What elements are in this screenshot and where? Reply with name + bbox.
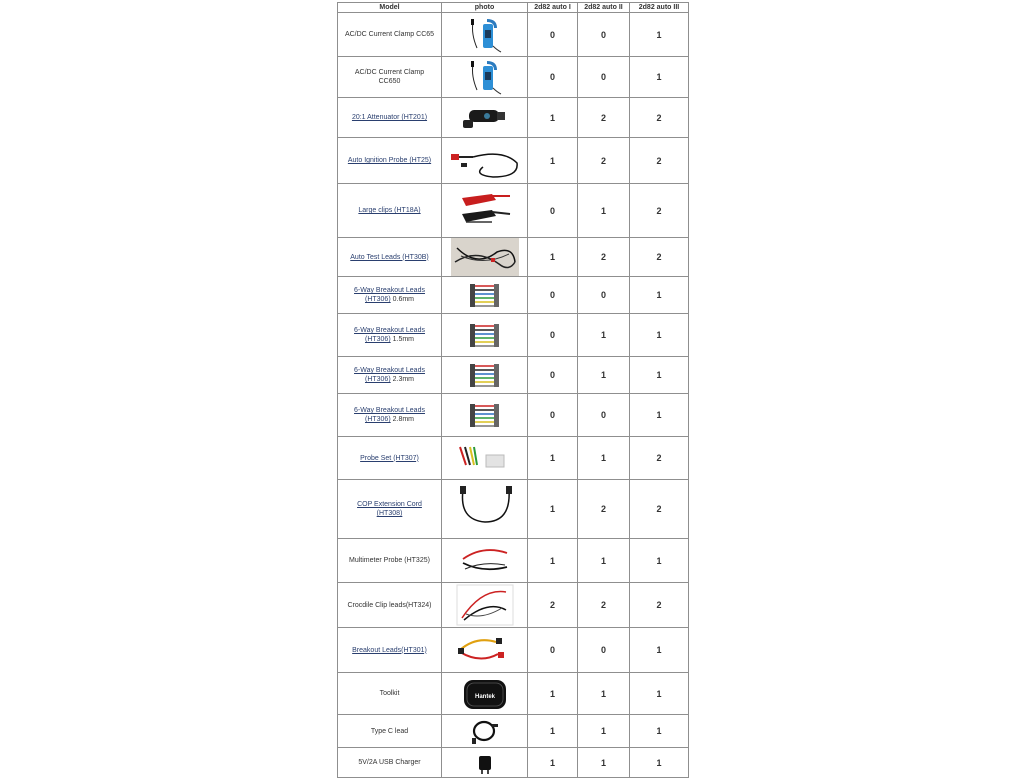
count-cell-auto-2: 1 xyxy=(578,539,630,583)
count-cell-auto-2: 0 xyxy=(578,628,630,673)
photo-cell xyxy=(442,715,528,748)
count-cell-auto-3: 2 xyxy=(630,184,689,238)
model-label: AC/DC Current Clamp CC650 xyxy=(354,69,425,85)
count-cell-auto-2: 2 xyxy=(578,480,630,539)
count-cell-auto-1: 0 xyxy=(528,184,578,238)
model-link[interactable]: Auto Test Leads (HT30B) xyxy=(350,253,429,261)
count-cell-auto-3: 2 xyxy=(630,480,689,539)
large-clips-icon xyxy=(442,188,527,234)
photo-cell xyxy=(442,748,528,778)
photo-cell xyxy=(442,57,528,98)
count-cell-auto-1: 1 xyxy=(528,715,578,748)
table-row xyxy=(338,57,689,98)
model-label: Crocdile Clip leads(HT324) xyxy=(347,601,432,609)
probe-set-icon xyxy=(442,443,527,473)
count-cell-auto-1: 0 xyxy=(528,277,578,314)
model-link[interactable]: 6-Way Breakout Leads (HT306) xyxy=(354,287,425,303)
photo-cell xyxy=(442,357,528,394)
usb-charger-icon xyxy=(442,752,527,774)
model-link[interactable]: 6-Way Breakout Leads (HT306) xyxy=(354,327,425,343)
model-cell[interactable] xyxy=(338,357,442,394)
photo-cell xyxy=(442,539,528,583)
count-cell-auto-1: 1 xyxy=(528,480,578,539)
table-row xyxy=(338,314,689,357)
photo-cell xyxy=(442,314,528,357)
count-cell-auto-1: 0 xyxy=(528,13,578,57)
header-auto-3: 2d82 auto III xyxy=(630,3,689,13)
header-auto-2: 2d82 auto II xyxy=(578,3,630,13)
count-cell-auto-3: 1 xyxy=(630,277,689,314)
model-cell[interactable] xyxy=(338,628,442,673)
model-label: Multimeter Probe (HT325) xyxy=(349,557,430,564)
extension-cord-icon xyxy=(442,484,527,534)
count-cell-auto-3: 2 xyxy=(630,138,689,184)
model-link[interactable]: Breakout Leads(HT301) xyxy=(352,646,427,654)
model-cell xyxy=(338,715,442,748)
model-cell xyxy=(338,673,442,715)
count-cell-auto-3: 1 xyxy=(630,13,689,57)
toolkit-case-icon xyxy=(442,677,527,711)
table-row xyxy=(338,184,689,238)
count-cell-auto-1: 1 xyxy=(528,98,578,138)
model-cell[interactable] xyxy=(338,437,442,480)
model-label: 5V/2A USB Charger xyxy=(358,759,421,766)
photo-cell xyxy=(442,98,528,138)
model-label: Toolkit xyxy=(379,690,400,697)
header-photo: photo xyxy=(442,3,528,13)
model-link[interactable]: 6-Way Breakout Leads (HT306) xyxy=(354,407,425,423)
model-cell xyxy=(338,13,442,57)
model-cell xyxy=(338,539,442,583)
multimeter-probe-icon xyxy=(442,545,527,577)
model-label: AC/DC Current Clamp CC65 xyxy=(344,31,435,38)
count-cell-auto-1: 1 xyxy=(528,238,578,277)
count-cell-auto-2: 1 xyxy=(578,715,630,748)
count-cell-auto-2: 0 xyxy=(578,13,630,57)
model-link[interactable]: Auto Ignition Probe (HT25) xyxy=(347,157,432,164)
test-leads-icon xyxy=(442,238,527,276)
count-cell-auto-2: 2 xyxy=(578,238,630,277)
ignition-probe-icon xyxy=(442,141,527,181)
count-cell-auto-1: 1 xyxy=(528,748,578,778)
breakout-leads-color-icon xyxy=(442,632,527,668)
count-cell-auto-1: 0 xyxy=(528,314,578,357)
model-cell xyxy=(338,748,442,778)
count-cell-auto-3: 1 xyxy=(630,539,689,583)
table-row xyxy=(338,238,689,277)
count-cell-auto-2: 0 xyxy=(578,57,630,98)
count-cell-auto-1: 1 xyxy=(528,138,578,184)
count-cell-auto-3: 1 xyxy=(630,57,689,98)
count-cell-auto-3: 1 xyxy=(630,357,689,394)
table-row xyxy=(338,98,689,138)
photo-cell xyxy=(442,184,528,238)
model-link[interactable]: Large clips (HT18A) xyxy=(358,207,421,214)
count-cell-auto-1: 0 xyxy=(528,57,578,98)
count-cell-auto-2: 1 xyxy=(578,184,630,238)
count-cell-auto-3: 1 xyxy=(630,394,689,437)
attenuator-icon xyxy=(442,102,527,134)
model-size: 0.6mm xyxy=(390,296,415,303)
count-cell-auto-3: 2 xyxy=(630,98,689,138)
usb-cable-icon xyxy=(442,718,527,744)
count-cell-auto-3: 2 xyxy=(630,437,689,480)
accessory-table xyxy=(337,2,689,778)
breakout-leads-icon xyxy=(442,402,527,428)
model-cell[interactable] xyxy=(338,138,442,184)
model-size: 2.3mm xyxy=(390,376,415,383)
photo-cell xyxy=(442,628,528,673)
model-link[interactable]: 6-Way Breakout Leads (HT306) xyxy=(354,367,425,383)
count-cell-auto-2: 1 xyxy=(578,314,630,357)
breakout-leads-icon xyxy=(442,362,527,388)
count-cell-auto-1: 2 xyxy=(528,583,578,628)
count-cell-auto-3: 1 xyxy=(630,748,689,778)
count-cell-auto-3: 1 xyxy=(630,628,689,673)
table-row xyxy=(338,539,689,583)
count-cell-auto-1: 0 xyxy=(528,357,578,394)
count-cell-auto-1: 0 xyxy=(528,628,578,673)
table-row xyxy=(338,673,689,715)
model-cell[interactable] xyxy=(338,277,442,314)
table-row xyxy=(338,138,689,184)
count-cell-auto-3: 1 xyxy=(630,314,689,357)
model-label: Type C lead xyxy=(370,727,409,735)
header-auto-1: 2d82 auto I xyxy=(528,3,578,13)
table-row xyxy=(338,748,689,778)
count-cell-auto-2: 2 xyxy=(578,138,630,184)
count-cell-auto-3: 1 xyxy=(630,715,689,748)
count-cell-auto-1: 1 xyxy=(528,539,578,583)
model-cell xyxy=(338,57,442,98)
count-cell-auto-2: 2 xyxy=(578,98,630,138)
count-cell-auto-3: 1 xyxy=(630,673,689,715)
table-row xyxy=(338,715,689,748)
count-cell-auto-2: 1 xyxy=(578,437,630,480)
model-link[interactable]: COP Extension Cord (HT308) xyxy=(357,501,422,517)
count-cell-auto-2: 0 xyxy=(578,277,630,314)
header-row xyxy=(338,3,689,13)
model-cell[interactable] xyxy=(338,238,442,277)
table-row xyxy=(338,394,689,437)
count-cell-auto-3: 2 xyxy=(630,583,689,628)
model-cell[interactable] xyxy=(338,394,442,437)
photo-cell xyxy=(442,394,528,437)
model-link[interactable]: 20:1 Attenuator (HT201) xyxy=(351,114,428,121)
count-cell-auto-1: 1 xyxy=(528,437,578,480)
croc-clip-leads-icon xyxy=(442,584,527,626)
count-cell-auto-3: 2 xyxy=(630,238,689,277)
table-row xyxy=(338,437,689,480)
photo-cell xyxy=(442,13,528,57)
count-cell-auto-1: 0 xyxy=(528,394,578,437)
breakout-leads-icon xyxy=(442,282,527,308)
count-cell-auto-2: 2 xyxy=(578,583,630,628)
photo-cell xyxy=(442,480,528,539)
photo-cell xyxy=(442,277,528,314)
breakout-leads-icon xyxy=(442,322,527,348)
model-cell[interactable] xyxy=(338,184,442,238)
photo-cell xyxy=(442,583,528,628)
model-cell[interactable] xyxy=(338,480,442,539)
table-row xyxy=(338,13,689,57)
count-cell-auto-2: 1 xyxy=(578,673,630,715)
case-brand-label: Hantek xyxy=(474,693,495,700)
model-cell xyxy=(338,583,442,628)
photo-cell xyxy=(442,138,528,184)
count-cell-auto-2: 1 xyxy=(578,357,630,394)
table-row xyxy=(338,357,689,394)
table-row xyxy=(338,628,689,673)
model-cell[interactable] xyxy=(338,314,442,357)
count-cell-auto-2: 0 xyxy=(578,394,630,437)
table-row xyxy=(338,277,689,314)
model-link[interactable]: Probe Set (HT307) xyxy=(360,454,419,462)
model-size: 1.5mm xyxy=(390,336,415,343)
photo-cell xyxy=(442,437,528,480)
current-clamp-icon xyxy=(442,58,527,96)
model-cell[interactable] xyxy=(338,98,442,138)
table-row xyxy=(338,480,689,539)
photo-cell xyxy=(442,673,528,715)
current-clamp-icon xyxy=(442,16,527,54)
count-cell-auto-2: 1 xyxy=(578,748,630,778)
model-size: 2.8mm xyxy=(390,416,415,423)
count-cell-auto-1: 1 xyxy=(528,673,578,715)
photo-cell xyxy=(442,238,528,277)
header-model: Model xyxy=(338,3,442,13)
table-row xyxy=(338,583,689,628)
